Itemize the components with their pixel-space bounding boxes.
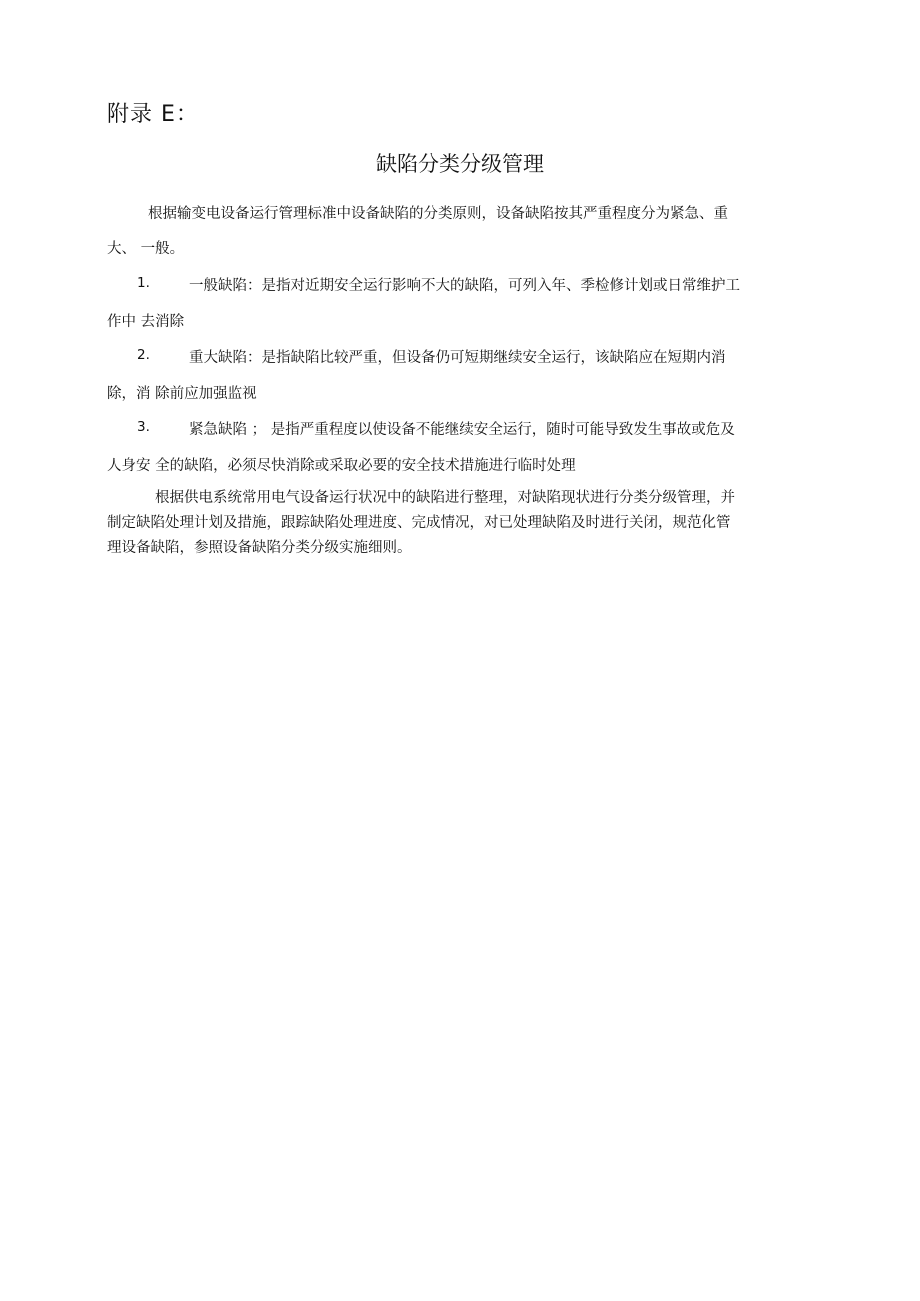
intro-line-2: 大、 一般。 <box>107 241 185 257</box>
closing-line-1: 根据供电系统常用电气设备运行状况中的缺陷进行整理，对缺陷现状进行分类分级管理，并 <box>155 490 735 506</box>
closing-line-3: 理设备缺陷，参照设备缺陷分类分级实施细则。 <box>107 540 412 556</box>
item-3-line-2: 人身安 全的缺陷，必须尽快消除或采取必要的安全技术措施进行临时处理 <box>107 458 576 474</box>
item-1-line-1: 一般缺陷：是指对近期安全运行影响不大的缺陷，可列入年、季检修计划或日常维护工 <box>189 278 740 294</box>
item-2-line-1: 重大缺陷：是指缺陷比较严重，但设备仍可短期继续安全运行，该缺陷应在短期内消 <box>189 350 726 366</box>
item-1-line-2: 作中 去消除 <box>107 314 185 330</box>
intro-line-1: 根据输变电设备运行管理标准中设备缺陷的分类原则，设备缺陷按其严重程度分为紧急、重 <box>148 206 728 222</box>
item-2-line-2: 除，消 除前应加强监视 <box>107 386 257 402</box>
item-number-3: 3. <box>137 419 150 435</box>
item-number-1: 1. <box>137 275 150 291</box>
item-3-line-1: 紧急缺陷 ； 是指严重程度以使设备不能继续安全运行，随时可能导致发生事故或危及 <box>189 422 735 438</box>
item-number-2: 2. <box>137 347 150 363</box>
page-title: 缺陷分类分级管理 <box>376 152 544 176</box>
appendix-label: 附录 E： <box>107 102 199 127</box>
closing-line-2: 制定缺陷处理计划及措施，跟踪缺陷处理进度、完成情况，对已处理缺陷及时进行关闭，规范化管 <box>107 515 731 531</box>
